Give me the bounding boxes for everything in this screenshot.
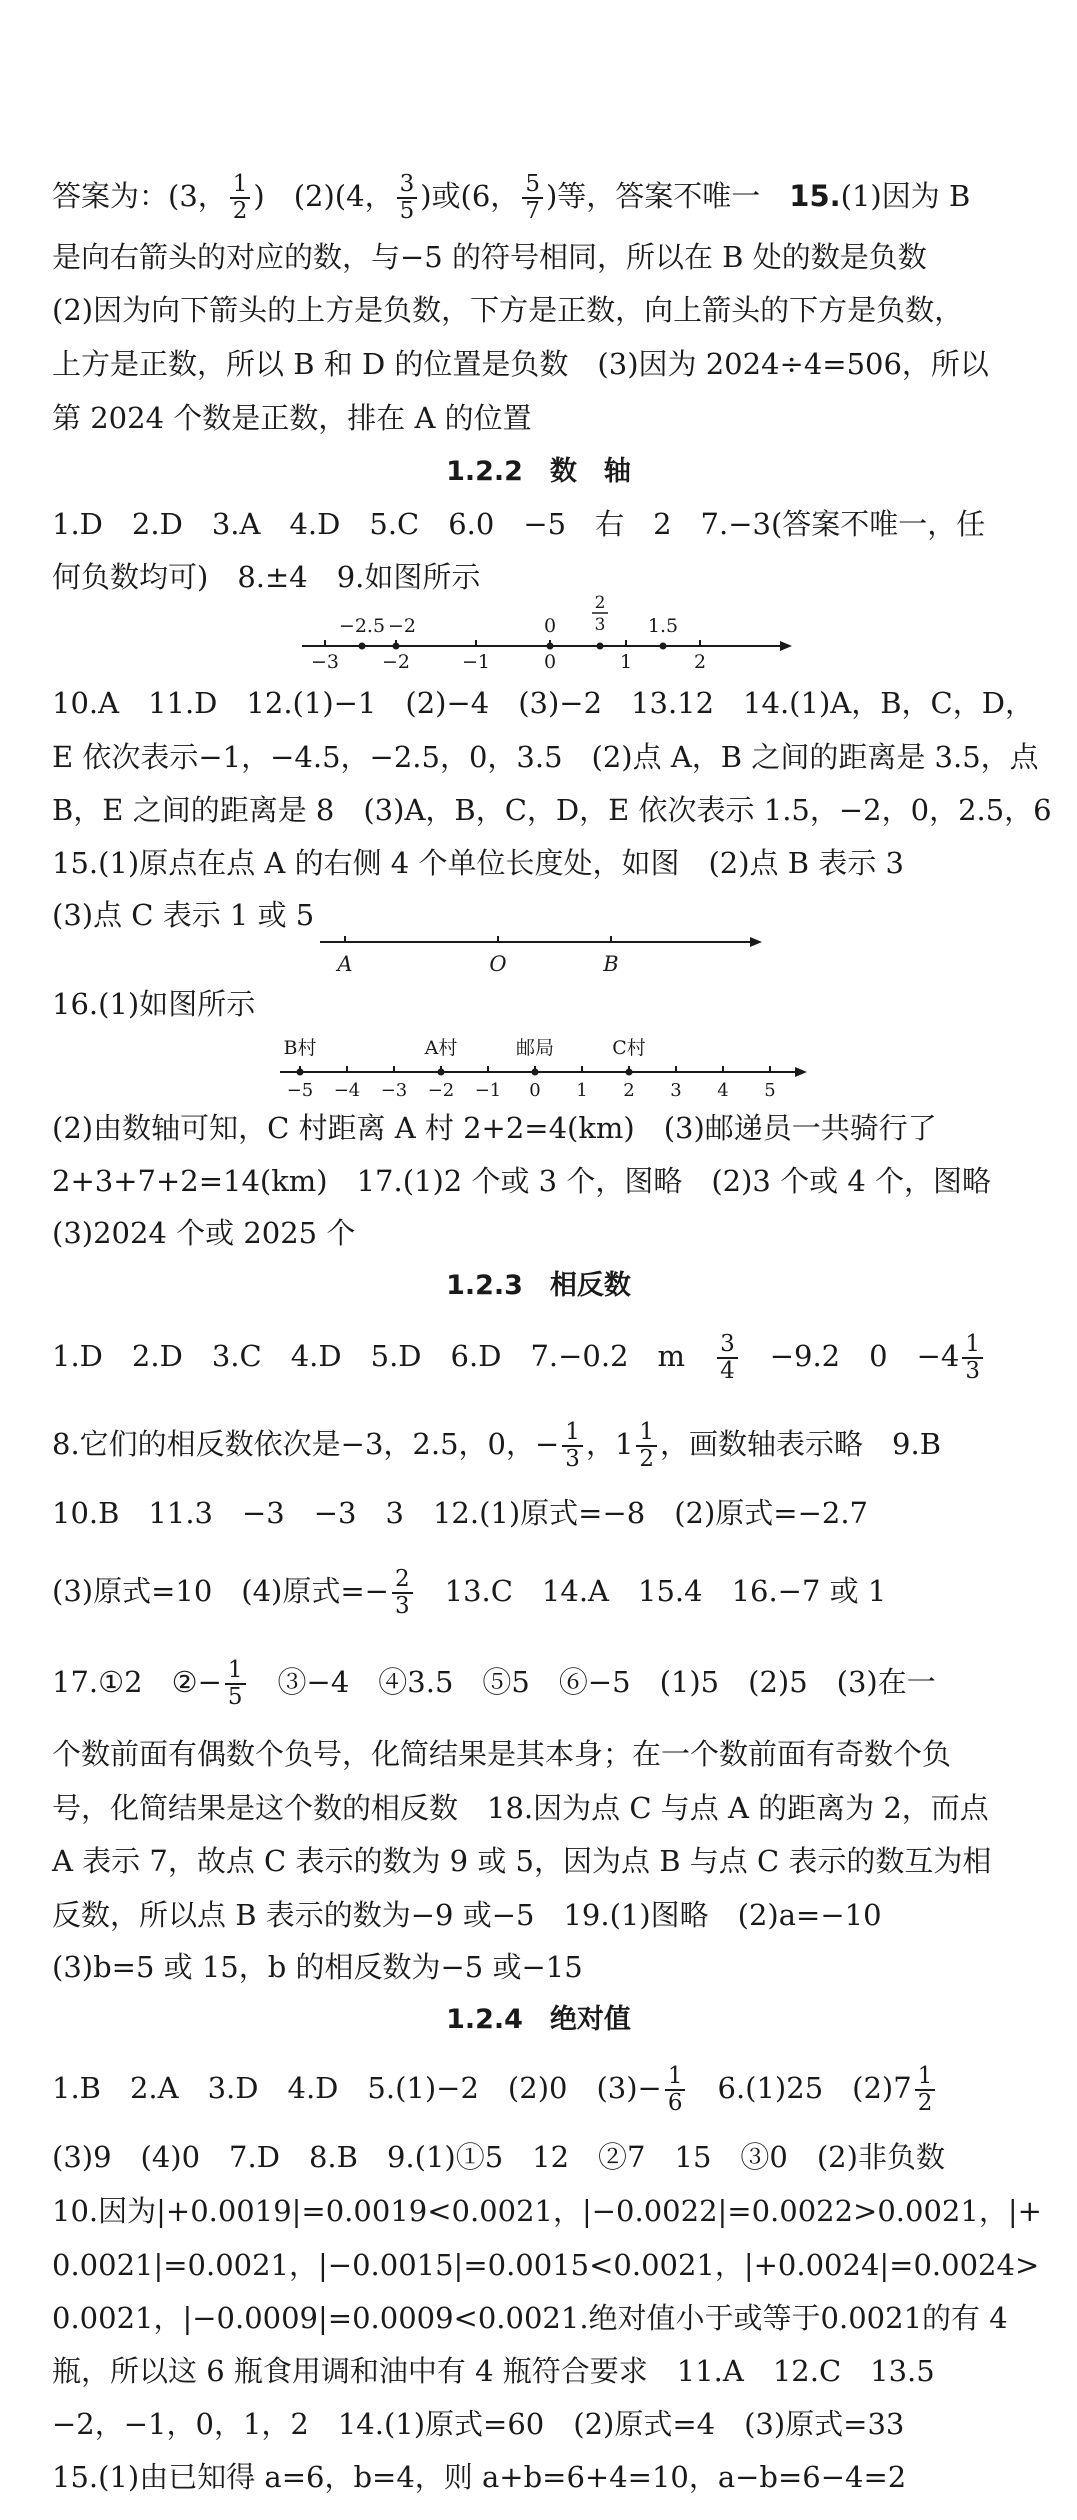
fraction: $\frac{1}{2}$ xyxy=(230,172,251,224)
tick-label: 5 xyxy=(764,1080,776,1100)
answer-line: (3)原式=10 (4)原式=− $\frac{2}{3}$ 13.C 14.A 15.4 16.−7 或 1 xyxy=(52,1566,887,1619)
fraction: $\frac{1}{5}$ xyxy=(225,1658,246,1710)
village-label: 邮局 xyxy=(515,1037,555,1059)
answer-line: 是向右箭头的对应的数，与−5 的符号相同，所以在 B 处的数是负数 xyxy=(52,240,927,274)
answer-line: −2，−1，0，1，2 14.(1)原式=60 (2)原式=4 (3)原式=33 xyxy=(52,2407,905,2441)
answer-line: 第 2024 个数是正数，排在 A 的位置 xyxy=(52,401,532,435)
answer-line: 号，化简结果是这个数的相反数 18.因为点 C 与点 A 的距离为 2，而点 xyxy=(52,1791,989,1825)
answer-line: 上方是正数，所以 B 和 D 的位置是负数 (3)因为 2024÷4=506，所以 xyxy=(52,347,989,381)
fraction: $\frac{5}{7}$ xyxy=(522,172,543,224)
fraction: $\frac{1}{2}$ xyxy=(915,2064,936,2116)
answer-line: 答案为：(3， $\frac{1}{2}$ ) (2)(4， $\frac{3}{5}$ )或(6， $\frac{5}{7}$ )等，答案不唯一 15.(1)因为 B xyxy=(52,171,971,224)
answer-line: (3)点 C 表示 1 或 5 xyxy=(52,898,315,932)
point-dot xyxy=(393,643,400,650)
point-label: A xyxy=(337,952,353,976)
tick-label: −5 xyxy=(286,1080,314,1100)
fraction: $\frac{1}{2}$ xyxy=(636,1420,657,1472)
point-dot xyxy=(297,1069,304,1076)
answer-line: B，E 之间的距离是 8 (3)A，B，C，D，E 依次表示 1.5，−2，0，2.5，6 xyxy=(52,793,1052,827)
point-label: −2 xyxy=(387,615,417,637)
fraction: $\frac{1}{3}$ xyxy=(962,1332,983,1384)
tick-label: 0 xyxy=(529,1080,541,1100)
point-dot xyxy=(626,1069,633,1076)
number-line-2 xyxy=(315,928,765,978)
fraction: $\frac{1}{3}$ xyxy=(562,1420,583,1472)
tick-label: 1 xyxy=(576,1080,588,1100)
section-heading: 1.2.3 相反数 xyxy=(446,1270,631,1301)
tick-label: −1 xyxy=(474,1080,502,1100)
answer-line: 何负数均可) 8.±4 9.如图所示 xyxy=(52,560,481,594)
answer-line: 0.0021|=0.0021，|−0.0015|=0.0015<0.0021，|+0.0024|=0.0024> xyxy=(52,2248,1040,2282)
tick-label: −1 xyxy=(461,651,491,672)
point-dot xyxy=(532,1069,539,1076)
tick-label: 0 xyxy=(543,651,557,672)
answer-line: (3)2024 个或 2025 个 xyxy=(52,1216,356,1250)
village-label: B村 xyxy=(283,1037,317,1059)
fraction: $\frac{1}{6}$ xyxy=(665,2064,686,2116)
answer-line: 0.0021，|−0.0009|=0.0009<0.0021.绝对值小于或等于0.0021的有 4 xyxy=(52,2301,1008,2335)
tick-label: 1 xyxy=(619,651,633,672)
fraction: $\frac{3}{5}$ xyxy=(397,172,418,224)
tick-label: −4 xyxy=(333,1080,361,1100)
answer-line: 瓶，所以这 6 瓶食用调和油中有 4 瓶符合要求 11.A 12.C 13.5 xyxy=(52,2354,935,2388)
answer-line: 个数前面有偶数个负号，化简结果是其本身；在一个数前面有奇数个负 xyxy=(52,1737,952,1771)
answer-line: 17.①2 ②− $\frac{1}{5}$ ③−4 ④3.5 ⑤5 ⑥−5 (1)5 (2)5 (3)在一 xyxy=(52,1657,936,1710)
point-label: −2.5 xyxy=(338,615,386,637)
answer-line: 1.B 2.A 3.D 4.D 5.(1)−2 (2)0 (3)− $\frac{1}{6}$ 6.(1)25 (2)7 $\frac{1}{2}$ xyxy=(52,2064,938,2116)
point-label: 0 xyxy=(543,615,557,637)
number-line-3 xyxy=(275,1030,815,1100)
answer-line: 1.D 2.D 3.C 4.D 5.D 6.D 7.−0.2 m $\frac{3}{4}$ −9.2 0 −4 $\frac{1}{3}$ xyxy=(52,1332,986,1384)
section-heading: 1.2.4 绝对值 xyxy=(446,2004,631,2035)
point-label: B xyxy=(603,952,619,976)
answer-line: (2)由数轴可知，C 村距离 A 村 2+2=4(km) (3)邮递员一共骑行了 xyxy=(52,1111,937,1145)
answer-line: 1.D 2.D 3.A 4.D 5.C 6.0 −5 右 2 7.−3(答案不唯一，任 xyxy=(52,507,986,541)
answer-line: 16.(1)如图所示 xyxy=(52,987,256,1021)
village-label: A村 xyxy=(424,1037,458,1059)
tick-label: −3 xyxy=(310,651,340,672)
answer-line: 10.因为|+0.0019|=0.0019<0.0021，|−0.0022|=0.0022>0.0021，|+ xyxy=(52,2194,1042,2228)
number-line-1 xyxy=(280,592,800,672)
answer-line: 15.(1)原点在点 A 的右侧 4 个单位长度处，如图 (2)点 B 表示 3 xyxy=(52,846,904,880)
point-dot xyxy=(438,1069,445,1076)
point-frac-num: 2 xyxy=(594,593,606,613)
point-label: O xyxy=(489,952,507,976)
answer-line: 10.A 11.D 12.(1)−1 (2)−4 (3)−2 13.12 14.(1)A，B，C，D， xyxy=(52,686,1034,720)
answer-line: (3)9 (4)0 7.D 8.B 9.(1)①5 12 ②7 15 ③0 (2)非负数 xyxy=(52,2140,945,2174)
village-label: C村 xyxy=(612,1037,646,1059)
answer-line: (2)因为向下箭头的上方是负数，下方是正数，向上箭头的下方是负数， xyxy=(52,293,964,327)
tick-label: −3 xyxy=(380,1080,408,1100)
answer-line: 10.B 11.3 −3 −3 3 12.(1)原式=−8 (2)原式=−2.7 xyxy=(52,1496,868,1530)
tick-label: 2 xyxy=(623,1080,635,1100)
fraction: $\frac{2}{3}$ xyxy=(392,1567,413,1619)
answer-line: 反数，所以点 B 表示的数为−9 或−5 19.(1)图略 (2)a=−10 xyxy=(52,1898,882,1932)
tick-label: 2 xyxy=(693,651,707,672)
tick-label: 3 xyxy=(670,1080,682,1100)
answer-line: A 表示 7，故点 C 表示的数为 9 或 5，因为点 B 与点 C 表示的数互为相 xyxy=(52,1844,992,1878)
answer-line: 8.它们的相反数依次是−3，2.5，0，− $\frac{1}{3}$ ，1 $\frac{1}{2}$ ，画数轴表示略 9.B xyxy=(52,1419,942,1472)
point-dot xyxy=(597,643,604,650)
tick-label: 4 xyxy=(717,1080,729,1100)
point-frac-den: 3 xyxy=(594,615,606,635)
answer-line: 2+3+7+2=14(km) 17.(1)2 个或 3 个，图略 (2)3 个或 4 个，图略 xyxy=(52,1164,991,1198)
tick-label: −2 xyxy=(427,1080,455,1100)
point-dot xyxy=(359,643,366,650)
tick-label: −2 xyxy=(381,651,411,672)
point-label: 1.5 xyxy=(647,615,679,637)
point-dot xyxy=(660,643,667,650)
answer-line: 15.(1)由已知得 a=6，b=4，则 a+b=6+4=10，a−b=6−4=2 xyxy=(52,2460,907,2494)
fraction: $\frac{3}{4}$ xyxy=(717,1332,738,1384)
section-heading: 1.2.2 数 轴 xyxy=(446,456,631,487)
answer-line: (3)b=5 或 15，b 的相反数为−5 或−15 xyxy=(52,1950,583,1984)
point-dot xyxy=(547,643,554,650)
answer-line: E 依次表示−1，−4.5，−2.5，0，3.5 (2)点 A，B 之间的距离是 3.5，点 xyxy=(52,740,1039,774)
